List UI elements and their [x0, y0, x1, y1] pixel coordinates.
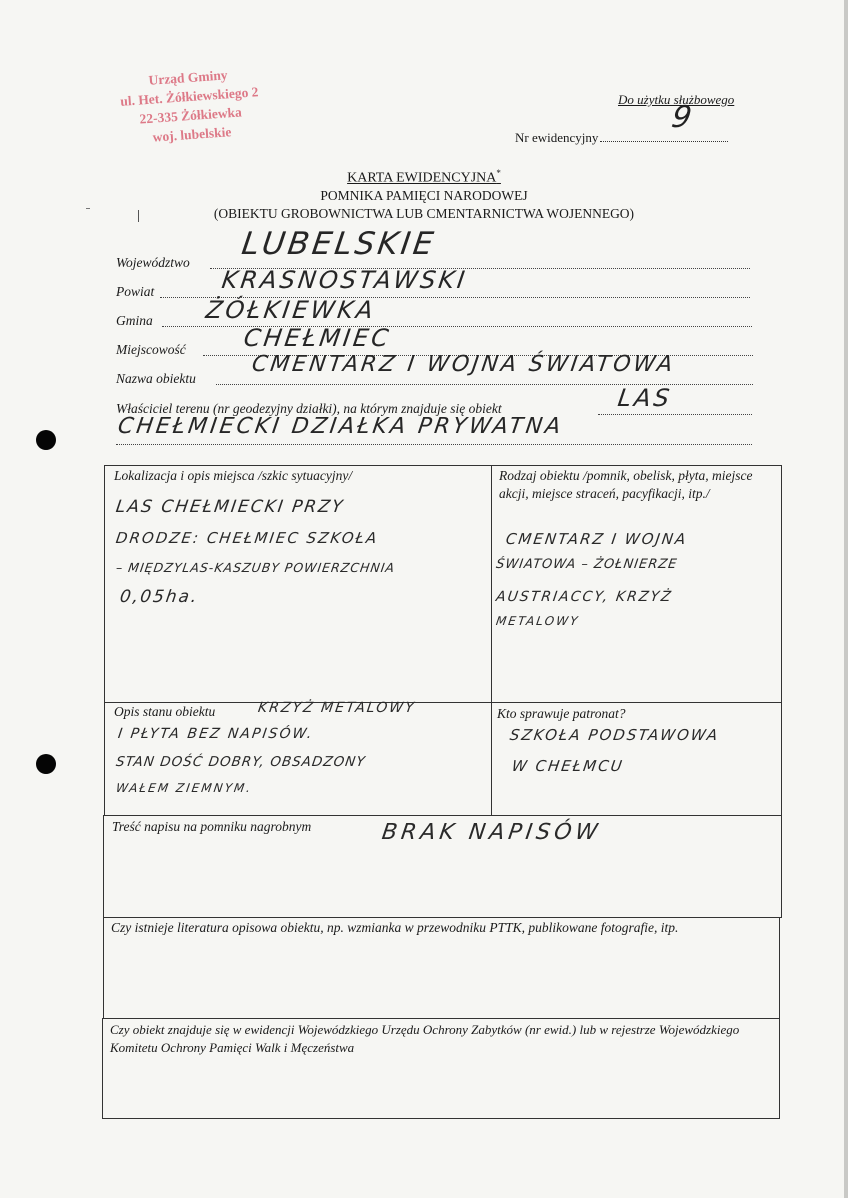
inscription-value: BRAK NAPISÓW — [380, 820, 603, 845]
record-number-value: 9 — [668, 100, 695, 135]
form-subtitle-2: (OBIEKTU GROBOWNICTWA LUB CMENTARNICTWA WOJENNEGO) — [213, 206, 635, 221]
form-title-footnote-mark: * — [496, 168, 501, 178]
object-name-value: CMENTARZ I WOJNA ŚWIATOWA — [250, 352, 677, 377]
condition-label: Opis stanu obiektu — [114, 704, 216, 719]
record-number-line — [515, 130, 728, 146]
location-text-4: 0,05ha. — [118, 587, 200, 607]
commune-label: Gmina — [116, 313, 153, 328]
form-title — [0, 168, 848, 187]
locality-value: CHEŁMIEC — [242, 324, 394, 352]
official-use-note: Do użytku służbowego — [618, 92, 735, 107]
punch-hole-bottom — [36, 754, 56, 774]
county-value: KRASNOSTAWSKI — [220, 266, 470, 294]
form-title-text: KARTA EWIDENCYJNA — [347, 170, 497, 186]
condition-text-2: I PŁYTA BEZ NAPISÓW. — [116, 726, 315, 742]
inscription-label: Treść napisu na pomniku nagrobnym — [112, 819, 312, 834]
office-stamp — [98, 62, 283, 150]
object-type-label: Rodzaj obiektu /pomnik, obelisk, płyta, miejsce akcji, miejsce straceń, pacyfikacji, itp./ — [499, 468, 753, 501]
punch-hole-top — [36, 430, 56, 450]
record-number-dots — [600, 131, 728, 142]
record-number-label: Nr ewidencyjny — [515, 130, 599, 145]
location-label: Lokalizacja i opis miejsca /szkic sytuacyjny/ — [114, 468, 353, 483]
owner-value-2: CHEŁMIECKI DZIAŁKA PRYWATNA — [116, 414, 566, 439]
owner-label: Właściciel terenu (nr geodezyjny działki), na którym znajduje się obiekt — [116, 401, 502, 416]
commune-value: ŻÓŁKIEWKA — [204, 296, 378, 324]
owner-line-1 — [598, 414, 752, 415]
object-type-text-2: ŚWIATOWA – ŻOŁNIERZE — [495, 557, 679, 572]
object-type-text-1: CMENTARZ I WOJNA — [504, 530, 689, 548]
condition-text-4: WAŁEM ZIEMNYM. — [115, 781, 254, 795]
voivodeship-label: Województwo — [116, 255, 190, 270]
owner-value-1: LAS — [616, 384, 674, 412]
scan-mark — [138, 210, 139, 222]
object-name-label: Nazwa obiektu — [116, 371, 196, 386]
stamp-line-4: woj. lubelskie — [152, 124, 232, 145]
owner-line-2 — [116, 444, 752, 445]
registry-label: Czy obiekt znajduje się w ewidencji Wojewódzkiego Urzędu Ochrony Zabytków (nr ewid.) lub w rejestrze Wojewódzkiego Komitetu Ochrony Pamięci Walk i Męczeństwa — [110, 1022, 740, 1055]
literature-label: Czy istnieje literatura opisowa obiektu, np. wzmianka w przewodniku PTTK, publikowane fotografie, itp. — [111, 920, 679, 935]
patron-text-1: SZKOŁA PODSTAWOWA — [508, 726, 721, 744]
condition-text-1: KRZYŻ METALOWY — [256, 700, 417, 716]
condition-text-3: STAN DOŚĆ DOBRY, OBSADZONY — [114, 754, 367, 770]
locality-label: Miejscowość — [116, 342, 186, 357]
scan-mark-2 — [86, 208, 90, 209]
object-type-text-4: METALOWY — [495, 614, 581, 628]
patron-label: Kto sprawuje patronat? — [497, 706, 626, 721]
county-label: Powiat — [116, 284, 155, 299]
voivodeship-value: LUBELSKIE — [239, 226, 439, 262]
location-text-1: LAS CHEŁMIECKI PRZY — [114, 497, 346, 517]
object-type-text-3: AUSTRIACCY, KRZYŻ — [494, 589, 674, 605]
location-text-3: – MIĘDZYLAS-KASZUBY POWIERZCHNIA — [115, 560, 397, 575]
form-subtitle-1: POMNIKA PAMIĘCI NARODOWEJ — [320, 188, 528, 203]
stamp-line-2: ul. Het. Żółkiewskiego 2 — [119, 84, 259, 109]
stamp-line-3: 22-335 Żółkiewka — [139, 104, 243, 127]
location-text-2: DRODZE: CHEŁMIEC SZKOŁA — [114, 529, 380, 547]
stamp-line-1: Urząd Gminy — [148, 67, 229, 88]
patron-text-2: W CHEŁMCU — [510, 757, 625, 775]
